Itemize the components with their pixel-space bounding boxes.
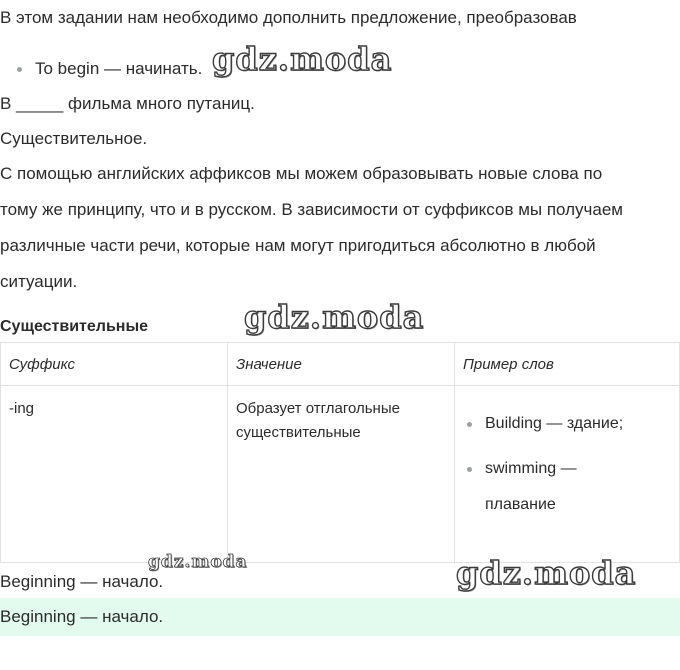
meaning-line: Образует отглагольные	[236, 400, 400, 417]
meaning-cell	[228, 386, 455, 563]
bullet-dot-icon	[467, 422, 472, 427]
answer-highlight-text: Beginning — начало.	[0, 607, 164, 626]
suffix-cell	[1, 386, 228, 563]
table-row	[1, 386, 680, 563]
watermark-logo: gdz.moda	[148, 552, 248, 572]
paragraph-line: различные части речи, которые нам могут пригодиться абсолютно в любой	[0, 236, 596, 255]
examples-cell	[455, 386, 680, 563]
meaning-value	[236, 386, 446, 445]
list-item: Building — здание;	[463, 406, 671, 442]
bullet-dot-icon	[467, 467, 472, 472]
list-item: swimming — плавание	[463, 451, 671, 523]
column-header: Суффикс	[1, 343, 228, 386]
part-of-speech: Существительное.	[0, 129, 148, 148]
meaning-line: существительные	[236, 424, 361, 441]
intro-line: В этом задании нам необходимо дополнить предложение, преобразовав	[0, 8, 577, 27]
watermark-logo: gdz.moda	[456, 554, 637, 592]
column-header: Пример слов	[455, 343, 680, 386]
paragraph-line: тому же принципу, что и в русском. В зависимости от суффиксов мы получаем	[0, 200, 623, 219]
paragraph-line: С помощью английских аффиксов мы можем образовывать новые слова по	[0, 164, 603, 183]
column-header: Значение	[228, 343, 455, 386]
section-heading: Существительные	[0, 318, 149, 335]
examples-list	[463, 386, 671, 523]
watermark-logo: gdz.moda	[244, 298, 425, 336]
bullet-text: To begin — начинать.	[35, 59, 203, 78]
table-header-row	[1, 343, 680, 386]
answer-highlight	[0, 598, 680, 636]
sentence: В _____ фильма много путаниц.	[0, 94, 255, 113]
bullet-dot-icon	[17, 67, 22, 72]
answer-plain: Beginning — начало.	[0, 572, 167, 592]
watermark-logo: gdz.moda	[212, 40, 393, 78]
suffix-value: -ing	[9, 400, 35, 417]
suffix-table	[0, 342, 680, 563]
paragraph-line: ситуации.	[0, 272, 78, 291]
